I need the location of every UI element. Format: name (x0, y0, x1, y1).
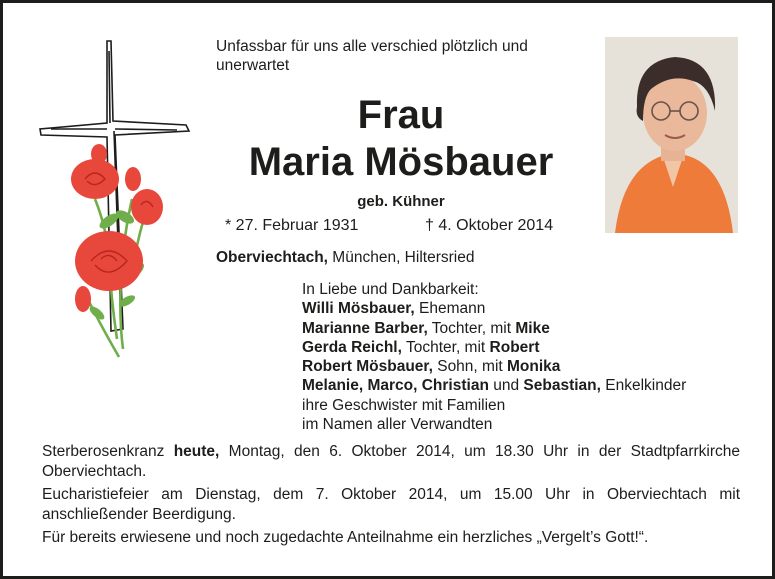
death-date: † 4. Oktober 2014 (425, 217, 554, 234)
member-role: Ehemann (414, 300, 486, 318)
family-relatives: im Namen aller Verwandten (302, 416, 493, 434)
places-rest: München, Hiltersried (328, 249, 475, 266)
intro-text: Unfassbar für uns alle verschied plötzlich und unerwartet (216, 38, 528, 74)
member-partner: Robert (489, 338, 540, 356)
member-role: Tochter, mit (401, 338, 490, 356)
family-member-marianne (302, 319, 686, 338)
maiden-name: geb. Kühner (357, 193, 445, 210)
rosary-today: heute, (173, 443, 220, 460)
family-member-robert (302, 357, 686, 376)
places-line (216, 249, 474, 267)
mass-notice: Eucharistiefeier am Dienstag, dem 7. Oktober 2014, um 15.00 Uhr in Oberviechtach mit anschließender Beerdigung. (42, 486, 740, 523)
member-partner: Monika (507, 358, 561, 376)
family-heading: In Liebe und Dankbarkeit: (302, 281, 479, 298)
rosary-notice (42, 442, 740, 481)
portrait-photo (605, 37, 738, 233)
member-role: Tochter, mit (427, 319, 516, 337)
funeral-details (42, 442, 740, 548)
member-role: Sohn, mit (432, 358, 508, 376)
cross-with-roses-illustration (37, 39, 192, 364)
birth-date: * 27. Februar 1931 (225, 217, 359, 234)
family-siblings: ihre Geschwister mit Familien (302, 396, 506, 414)
grandchildren-last: Sebastian, (523, 377, 601, 395)
conjunction: und (488, 377, 524, 395)
member-name: Gerda Reichl, (302, 338, 402, 356)
place-primary: Oberviechtach, (216, 249, 328, 266)
family-list (302, 280, 686, 434)
grandchildren-role: Enkelkinder (600, 377, 687, 395)
deceased-name: Maria Mösbauer (248, 140, 554, 184)
grandchildren-names: Melanie, Marco, Christian (302, 377, 489, 395)
rosary-pre: Sterberosenkranz (42, 443, 174, 460)
thanks-notice: Für bereits erwiesene und noch zugedachte Anteilnahme ein herzliches „Vergelt’s Gott!“. (42, 529, 649, 546)
rosary-post: Montag, den 6. Oktober 2014, um 18.30 Uhr in der Stadtpfarrkirche Oberviechtach. (42, 443, 740, 480)
member-name: Marianne Barber, (302, 319, 428, 337)
family-member-gerda (302, 338, 686, 357)
member-name: Robert Mösbauer, (302, 358, 433, 376)
family-grandchildren (302, 376, 686, 395)
family-member-willi (302, 299, 686, 318)
member-name: Willi Mösbauer, (302, 300, 415, 318)
title-salutation: Frau (357, 93, 445, 137)
member-partner: Mike (515, 319, 550, 337)
